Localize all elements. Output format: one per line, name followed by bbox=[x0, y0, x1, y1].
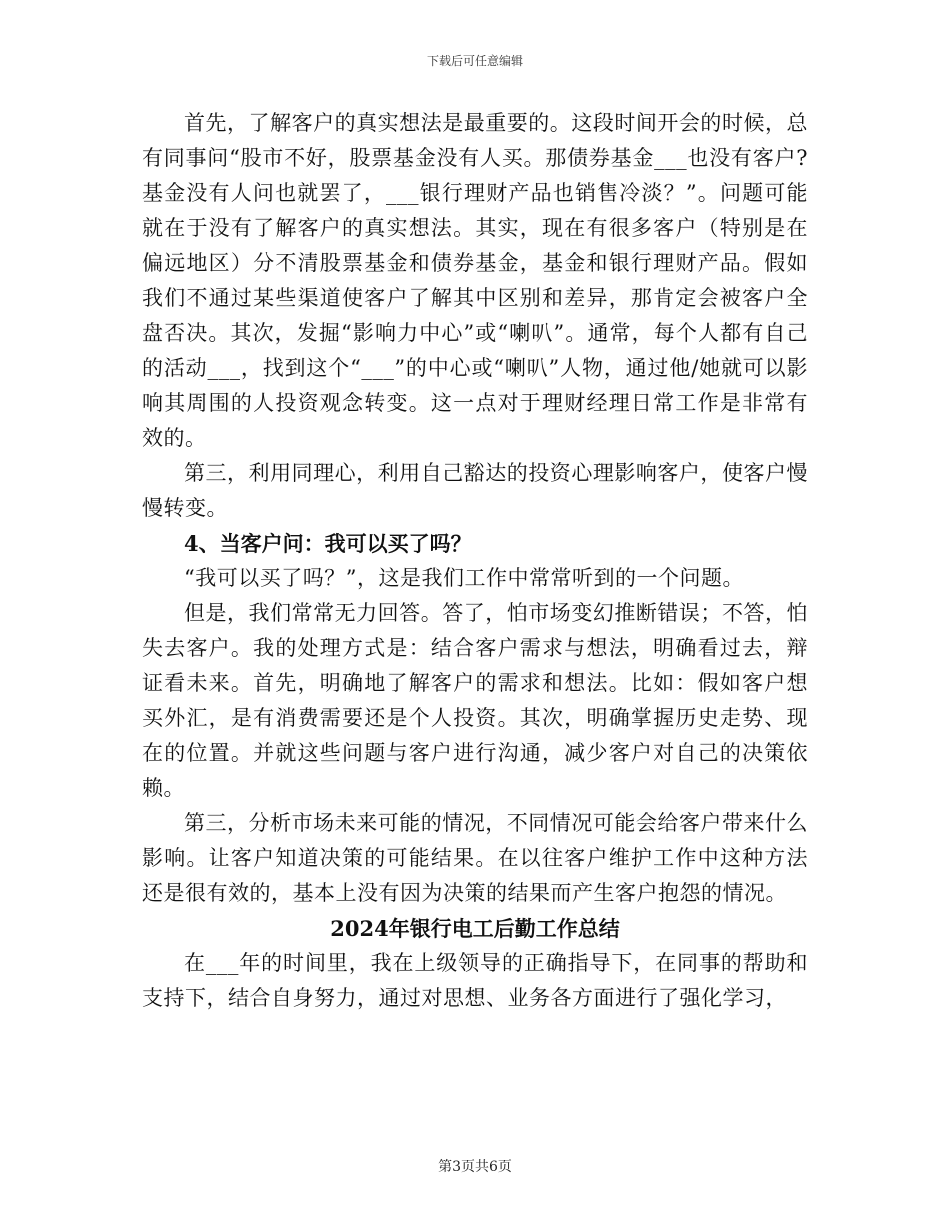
body-paragraph: “我可以买了吗？”，这是我们工作中常常听到的一个问题。 bbox=[184, 566, 744, 590]
body-paragraph: 第三，利用同理心，利用自己豁达的投资心理影响客户，使客户慢慢转变。 bbox=[142, 461, 808, 520]
document-body bbox=[142, 106, 808, 1016]
page-header: 下载后可任意编辑 bbox=[426, 54, 523, 68]
body-paragraph: 第三，分析市场未来可能的情况，不同情况可能会给客户带来什么影响。让客户知道决策的可能结果。在以往客户维护工作中这种方法还是很有效的，基本上没有因为决策的结果而产生客户抱怨的情况。 bbox=[142, 811, 808, 905]
document-title: 2024年银行电工后勤工作总结 bbox=[330, 916, 620, 941]
page-number: 第3页共6页 bbox=[438, 1159, 512, 1175]
section-heading: 4、当客户问：我可以买了吗？ bbox=[184, 531, 472, 556]
body-paragraph: 但是，我们常常无力回答。答了，怕市场变幻推断错误；不答，怕失去客户。我的处理方式是：结合客户需求与想法，明确看过去，辩证看未来。首先，明确地了解客户的需求和想法。比如：假如客户想买外汇，是有消费需要还是个人投资。其次，明确掌握历史走势、现在的位置。并就这些问题与客户进行沟通，减少客户对自己的决策依赖。 bbox=[142, 601, 808, 800]
body-paragraph: 首先，了解客户的真实想法是最重要的。这段时间开会的时候，总有同事问“股市不好，股票基金没有人买。那债券基金___也没有客户?基金没有人问也就罢了，___银行理财产品也销售冷淡？”。问题可能就在于没有了解客户的真实想法。其实，现在有很多客户（特别是在偏远地区）分不清股票基金和债券基金，基金和银行理财产品。假如我们不通过某些渠道使客户了解其中区别和差异，那肯定会被客户全盘否决。其次，发掘“影响力中心”或“喇叭”。通常，每个人都有自己的活动___，找到这个“___”的中心或“喇叭”人物，通过他/她就可以影响其周围的人投资观念转变。这一点对于理财经理日常工作是非常有效的。 bbox=[142, 111, 808, 450]
body-paragraph: 在___年的时间里，我在上级领导的正确指导下，在同事的帮助和支持下，结合自身努力，通过对思想、业务各方面进行了强化学习， bbox=[142, 951, 808, 1010]
